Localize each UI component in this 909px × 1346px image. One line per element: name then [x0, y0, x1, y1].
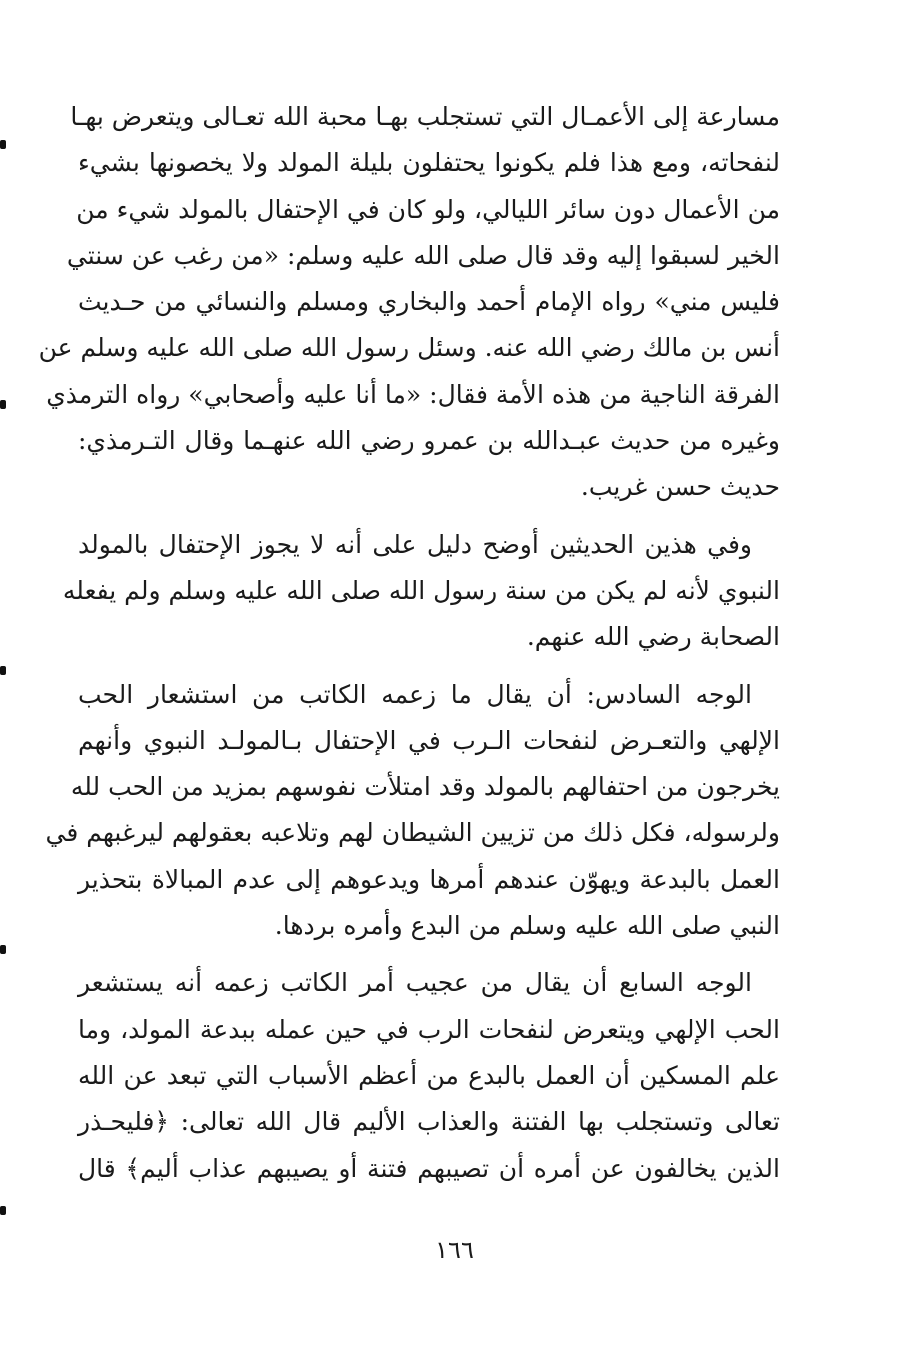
text-line: الخير لسبقوا إليه وقد قال صلى الله عليه وسلم: «من رغب عن سنتي: [66, 240, 780, 270]
text-line: وغيره من حديث عبـدالله بن عمرو رضي الله عنهـما وقال التـرمذي:: [78, 426, 780, 456]
binding-mark: [0, 666, 6, 675]
text-line: الإلهي والتعـرض لنفحات الـرب في الإحتفال بـالمولـد النبوي وأنهم: [78, 725, 780, 755]
text-line: النبي صلى الله عليه وسلم من البدع وأمره بردها.: [274, 911, 780, 941]
binding-mark: [0, 400, 6, 409]
text-line: علم المسكين أن العمل بالبدع من أعظم الأسباب التي تبعد عن الله: [78, 1060, 780, 1090]
page-number: ١٦٦: [435, 1236, 474, 1264]
text-line: أنس بن مالك رضي الله عنه. وسئل رسول الله صلى الله عليه وسلم عن: [38, 333, 780, 363]
text-line: الذين يخالفون عن أمره أن تصيبهم فتنة أو يصيبهم عذاب أليم﴾ قال: [78, 1153, 780, 1183]
text-line: فليس مني» رواه الإمام أحمد والبخاري ومسلم والنسائي من حـديث: [78, 287, 780, 317]
body-text: [38, 94, 780, 1192]
paragraph-3: [45, 672, 780, 950]
text-line: تعالى وتستجلب بها الفتنة والعذاب الأليم قال الله تعالى: ﴿فليحـذر: [78, 1107, 780, 1137]
paragraph-2: [62, 522, 780, 661]
binding-mark: [0, 140, 6, 149]
text-line: من الأعمال دون سائر الليالي، ولو كان في الإحتفال بالمولد شيء من: [76, 194, 780, 224]
binding-mark: [0, 1206, 6, 1215]
paragraph-1: [38, 94, 780, 511]
text-line: الصحابة رضي الله عنهم.: [526, 622, 780, 652]
binding-mark: [0, 945, 6, 954]
text-line: الوجه السادس: أن يقال ما زعمه الكاتب من استشعار الحب: [78, 679, 752, 709]
paragraph-4: [78, 960, 780, 1191]
text-line: وفي هذين الحديثين أوضح دليل على أنه لا يجوز الإحتفال بالمولد: [78, 529, 752, 559]
text-line: الفرقة الناجية من هذه الأمة فقال: «ما أنا عليه وأصحابي» رواه الترمذي: [46, 379, 780, 409]
text-line: النبوي لأنه لم يكن من سنة رسول الله صلى الله عليه وسلم ولم يفعله: [62, 575, 780, 605]
text-line: حديث حسن غريب.: [580, 472, 780, 502]
text-line: ولرسوله، فكل ذلك من تزيين الشيطان لهم وتلاعبه بعقولهم ليرغبهم في: [45, 818, 780, 848]
text-line: يخرجون من احتفالهم بالمولد وقد امتلأت نفوسهم بمزيد من الحب لله: [70, 772, 780, 802]
text-line: العمل بالبدعة ويهوّن عندهم أمرها ويدعوهم إلى عدم المبالاة بتحذير: [78, 864, 780, 894]
text-line: لنفحاته، ومع هذا فلم يكونوا يحتفلون بليلة المولد ولا يخصونها بشيء: [78, 148, 780, 178]
text-line: الحب الإلهي ويتعرض لنفحات الرب في حين عمله ببدعة المولد، وما: [78, 1014, 780, 1044]
text-line: مسارعة إلى الأعمـال التي تستجلب بهـا محبة الله تعـالى ويتعرض بهـا: [70, 102, 780, 131]
text-line: الوجه السابع أن يقال من عجيب أمر الكاتب زعمه أنه يستشعر: [78, 968, 752, 998]
